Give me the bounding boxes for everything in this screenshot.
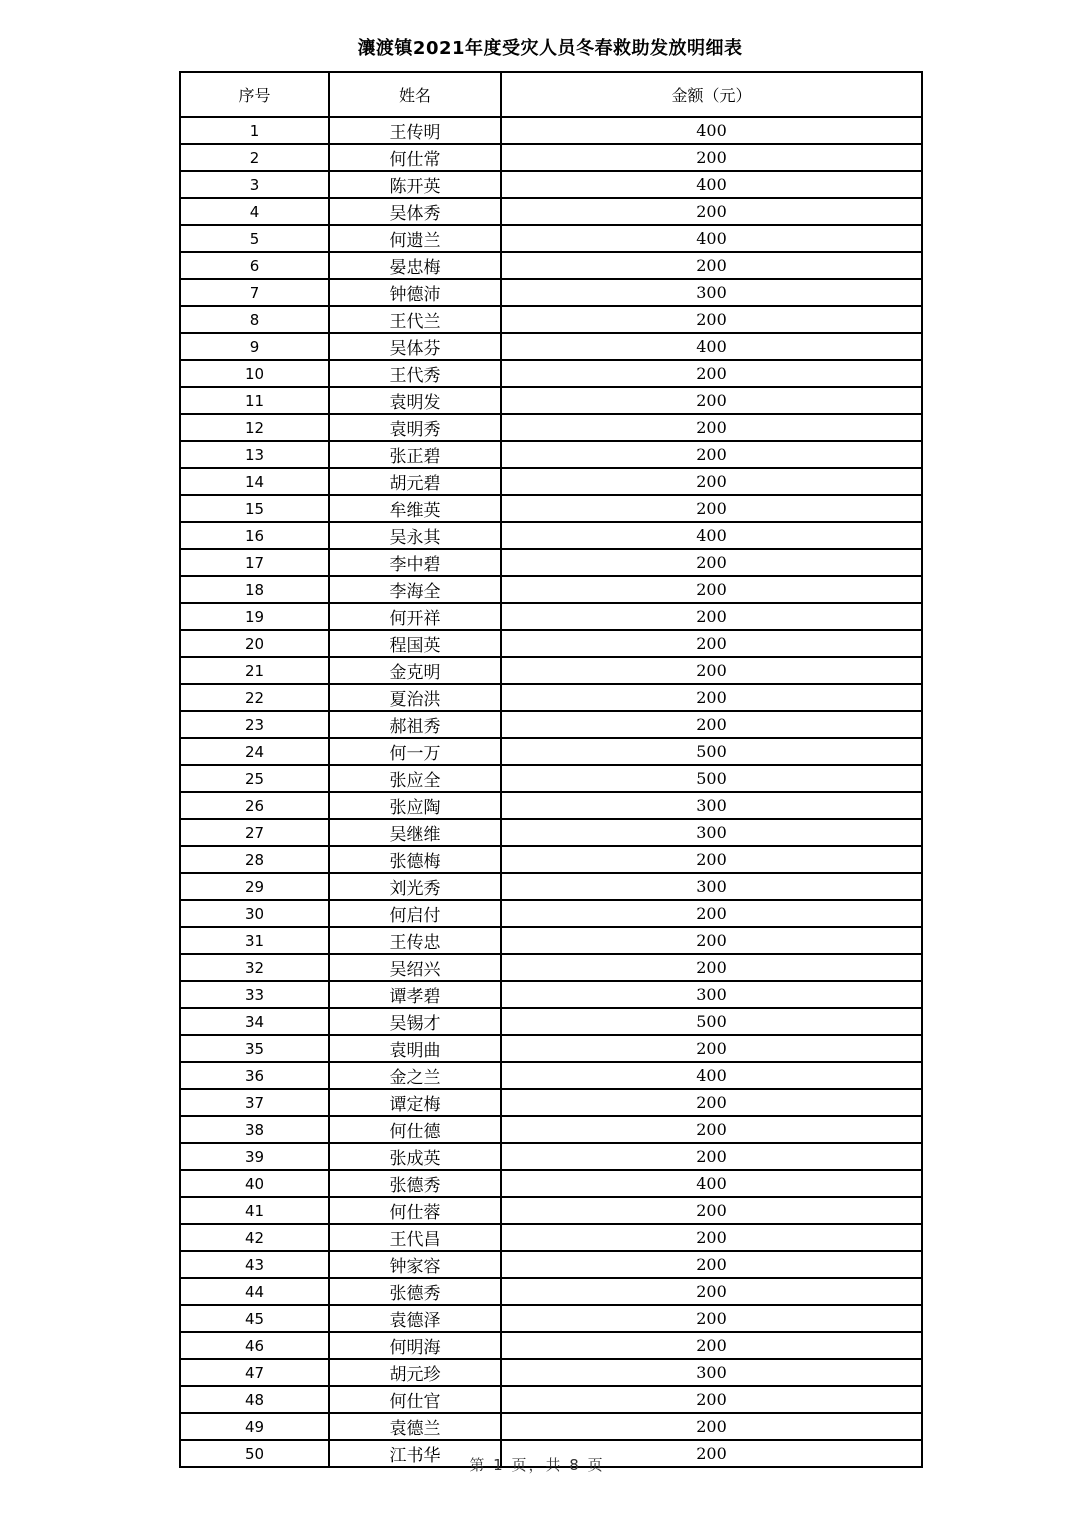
- table-row: [180, 819, 922, 846]
- cell-amount: 300: [501, 819, 922, 846]
- table-row: [180, 1386, 922, 1413]
- table-row: [180, 792, 922, 819]
- cell-amount: 300: [501, 279, 922, 306]
- cell-amount: 200: [501, 1440, 922, 1467]
- cell-name: 何一万: [329, 738, 501, 765]
- table-row: [180, 306, 922, 333]
- cell-seq: 12: [180, 414, 329, 441]
- cell-amount: 200: [501, 1332, 922, 1359]
- cell-name: 袁明曲: [329, 1035, 501, 1062]
- table-row: [180, 441, 922, 468]
- cell-name: 刘光秀: [329, 873, 501, 900]
- table-row: [180, 1332, 922, 1359]
- table-row: [180, 144, 922, 171]
- cell-seq: 23: [180, 711, 329, 738]
- cell-amount: 200: [501, 1278, 922, 1305]
- cell-seq: 37: [180, 1089, 329, 1116]
- table-row: [180, 1035, 922, 1062]
- cell-name: 夏治洪: [329, 684, 501, 711]
- cell-seq: 29: [180, 873, 329, 900]
- cell-amount: 200: [501, 306, 922, 333]
- cell-name: 何仕官: [329, 1386, 501, 1413]
- table-row: [180, 711, 922, 738]
- table-row: [180, 765, 922, 792]
- cell-seq: 34: [180, 1008, 329, 1035]
- cell-seq: 6: [180, 252, 329, 279]
- cell-amount: 200: [501, 495, 922, 522]
- cell-name: 郝祖秀: [329, 711, 501, 738]
- cell-amount: 400: [501, 1170, 922, 1197]
- cell-seq: 42: [180, 1224, 329, 1251]
- cell-name: 何仕德: [329, 1116, 501, 1143]
- table-row: [180, 495, 922, 522]
- cell-amount: 300: [501, 792, 922, 819]
- cell-seq: 49: [180, 1413, 329, 1440]
- cell-seq: 31: [180, 927, 329, 954]
- table-row: [180, 900, 922, 927]
- cell-seq: 17: [180, 549, 329, 576]
- table-row: [180, 1305, 922, 1332]
- table-row: [180, 117, 922, 144]
- cell-seq: 46: [180, 1332, 329, 1359]
- table-row: [180, 873, 922, 900]
- table-row: [180, 1359, 922, 1386]
- cell-amount: 200: [501, 630, 922, 657]
- page-title: 瀼渡镇2021年度受灾人员冬春救助发放明细表: [357, 38, 743, 59]
- cell-name: 何明海: [329, 1332, 501, 1359]
- page-number-footer: 第 1 页，共 8 页: [469, 1456, 605, 1474]
- cell-seq: 25: [180, 765, 329, 792]
- cell-seq: 14: [180, 468, 329, 495]
- cell-name: 王代兰: [329, 306, 501, 333]
- cell-name: 张德秀: [329, 1278, 501, 1305]
- cell-seq: 45: [180, 1305, 329, 1332]
- table-row: [180, 1008, 922, 1035]
- cell-amount: 200: [501, 684, 922, 711]
- cell-amount: 200: [501, 1143, 922, 1170]
- cell-amount: 200: [501, 603, 922, 630]
- cell-amount: 200: [501, 1035, 922, 1062]
- cell-seq: 1: [180, 117, 329, 144]
- cell-amount: 200: [501, 927, 922, 954]
- cell-seq: 44: [180, 1278, 329, 1305]
- cell-name: 张成英: [329, 1143, 501, 1170]
- table-row: [180, 1170, 922, 1197]
- cell-name: 王传明: [329, 117, 501, 144]
- cell-amount: 200: [501, 549, 922, 576]
- cell-seq: 11: [180, 387, 329, 414]
- table-row: [180, 1143, 922, 1170]
- cell-amount: 200: [501, 900, 922, 927]
- table-row: [180, 360, 922, 387]
- cell-seq: 16: [180, 522, 329, 549]
- table-row: [180, 198, 922, 225]
- cell-seq: 39: [180, 1143, 329, 1170]
- cell-name: 吴继维: [329, 819, 501, 846]
- cell-seq: 30: [180, 900, 329, 927]
- table-row: [180, 1278, 922, 1305]
- cell-name: 钟家容: [329, 1251, 501, 1278]
- cell-amount: 400: [501, 522, 922, 549]
- table-row: [180, 549, 922, 576]
- cell-name: 王传忠: [329, 927, 501, 954]
- cell-seq: 7: [180, 279, 329, 306]
- cell-seq: 28: [180, 846, 329, 873]
- cell-amount: 500: [501, 738, 922, 765]
- cell-amount: 200: [501, 198, 922, 225]
- cell-amount: 200: [501, 468, 922, 495]
- cell-name: 张德梅: [329, 846, 501, 873]
- table-row: [180, 846, 922, 873]
- cell-seq: 40: [180, 1170, 329, 1197]
- cell-seq: 41: [180, 1197, 329, 1224]
- cell-name: 何启付: [329, 900, 501, 927]
- cell-seq: 22: [180, 684, 329, 711]
- cell-amount: 300: [501, 981, 922, 1008]
- cell-name: 胡元碧: [329, 468, 501, 495]
- cell-amount: 200: [501, 1251, 922, 1278]
- table-header: [180, 72, 922, 117]
- table-row: [180, 630, 922, 657]
- table-row: [180, 414, 922, 441]
- cell-amount: 400: [501, 1062, 922, 1089]
- table-row: [180, 981, 922, 1008]
- cell-seq: 48: [180, 1386, 329, 1413]
- cell-seq: 36: [180, 1062, 329, 1089]
- table-row: [180, 1413, 922, 1440]
- cell-seq: 50: [180, 1440, 329, 1467]
- cell-name: 何仕蓉: [329, 1197, 501, 1224]
- cell-amount: 300: [501, 873, 922, 900]
- cell-amount: 200: [501, 1224, 922, 1251]
- cell-amount: 200: [501, 360, 922, 387]
- table-row: [180, 252, 922, 279]
- cell-amount: 400: [501, 333, 922, 360]
- cell-seq: 33: [180, 981, 329, 1008]
- cell-name: 金克明: [329, 657, 501, 684]
- cell-seq: 4: [180, 198, 329, 225]
- cell-seq: 8: [180, 306, 329, 333]
- table-row: [180, 333, 922, 360]
- cell-name: 袁明发: [329, 387, 501, 414]
- cell-amount: 200: [501, 414, 922, 441]
- table-row: [180, 576, 922, 603]
- cell-seq: 19: [180, 603, 329, 630]
- cell-name: 谭定梅: [329, 1089, 501, 1116]
- cell-amount: 200: [501, 252, 922, 279]
- table-row: [180, 387, 922, 414]
- cell-amount: 400: [501, 117, 922, 144]
- cell-seq: 9: [180, 333, 329, 360]
- cell-seq: 20: [180, 630, 329, 657]
- table-row: [180, 738, 922, 765]
- table-row: [180, 1251, 922, 1278]
- cell-name: 吴锡才: [329, 1008, 501, 1035]
- column-header-name: 姓名: [329, 72, 501, 117]
- table-header-row: [180, 72, 922, 117]
- cell-name: 张应全: [329, 765, 501, 792]
- cell-name: 晏忠梅: [329, 252, 501, 279]
- cell-name: 江书华: [329, 1440, 501, 1467]
- table-row: [180, 171, 922, 198]
- cell-seq: 24: [180, 738, 329, 765]
- cell-name: 张应陶: [329, 792, 501, 819]
- table-row: [180, 1062, 922, 1089]
- cell-seq: 2: [180, 144, 329, 171]
- cell-seq: 26: [180, 792, 329, 819]
- cell-amount: 200: [501, 1116, 922, 1143]
- cell-amount: 200: [501, 954, 922, 981]
- cell-seq: 13: [180, 441, 329, 468]
- cell-seq: 35: [180, 1035, 329, 1062]
- cell-seq: 10: [180, 360, 329, 387]
- cell-seq: 43: [180, 1251, 329, 1278]
- cell-amount: 200: [501, 1386, 922, 1413]
- cell-name: 钟德沛: [329, 279, 501, 306]
- table-row: [180, 657, 922, 684]
- cell-amount: 500: [501, 1008, 922, 1035]
- cell-seq: 18: [180, 576, 329, 603]
- cell-name: 袁明秀: [329, 414, 501, 441]
- cell-amount: 200: [501, 1197, 922, 1224]
- cell-name: 吴体芬: [329, 333, 501, 360]
- cell-name: 李中碧: [329, 549, 501, 576]
- cell-name: 程国英: [329, 630, 501, 657]
- cell-seq: 27: [180, 819, 329, 846]
- cell-name: 胡元珍: [329, 1359, 501, 1386]
- cell-name: 张德秀: [329, 1170, 501, 1197]
- cell-name: 王代昌: [329, 1224, 501, 1251]
- table-row: [180, 225, 922, 252]
- cell-seq: 21: [180, 657, 329, 684]
- cell-name: 牟维英: [329, 495, 501, 522]
- table-row: [180, 684, 922, 711]
- cell-seq: 38: [180, 1116, 329, 1143]
- cell-name: 何开祥: [329, 603, 501, 630]
- cell-name: 袁德兰: [329, 1413, 501, 1440]
- table-row: [180, 1089, 922, 1116]
- cell-amount: 400: [501, 171, 922, 198]
- cell-name: 张正碧: [329, 441, 501, 468]
- cell-amount: 200: [501, 387, 922, 414]
- table-row: [180, 927, 922, 954]
- cell-amount: 200: [501, 657, 922, 684]
- cell-seq: 32: [180, 954, 329, 981]
- cell-name: 王代秀: [329, 360, 501, 387]
- table-row: [180, 603, 922, 630]
- cell-name: 吴永其: [329, 522, 501, 549]
- cell-amount: 500: [501, 765, 922, 792]
- column-header-seq: 序号: [180, 72, 329, 117]
- cell-amount: 200: [501, 711, 922, 738]
- cell-amount: 200: [501, 576, 922, 603]
- cell-seq: 5: [180, 225, 329, 252]
- table-row: [180, 954, 922, 981]
- cell-seq: 15: [180, 495, 329, 522]
- table-row: [180, 1116, 922, 1143]
- table-row: [180, 468, 922, 495]
- table-row: [180, 279, 922, 306]
- table-row: [180, 522, 922, 549]
- column-header-amount: 金额（元）: [501, 72, 922, 117]
- cell-seq: 3: [180, 171, 329, 198]
- cell-name: 吴绍兴: [329, 954, 501, 981]
- cell-amount: 200: [501, 1089, 922, 1116]
- table-row: [180, 1224, 922, 1251]
- cell-name: 谭孝碧: [329, 981, 501, 1008]
- cell-amount: 200: [501, 144, 922, 171]
- cell-amount: 200: [501, 1305, 922, 1332]
- cell-name: 何仕常: [329, 144, 501, 171]
- cell-amount: 200: [501, 441, 922, 468]
- table-body: [180, 117, 922, 1467]
- cell-name: 吴体秀: [329, 198, 501, 225]
- cell-name: 金之兰: [329, 1062, 501, 1089]
- cell-amount: 200: [501, 846, 922, 873]
- cell-amount: 200: [501, 1413, 922, 1440]
- cell-name: 陈开英: [329, 171, 501, 198]
- table-row: [180, 1197, 922, 1224]
- aid-distribution-table: [179, 71, 923, 1468]
- cell-amount: 400: [501, 225, 922, 252]
- cell-name: 何遗兰: [329, 225, 501, 252]
- cell-seq: 47: [180, 1359, 329, 1386]
- cell-amount: 300: [501, 1359, 922, 1386]
- cell-name: 袁德泽: [329, 1305, 501, 1332]
- cell-name: 李海全: [329, 576, 501, 603]
